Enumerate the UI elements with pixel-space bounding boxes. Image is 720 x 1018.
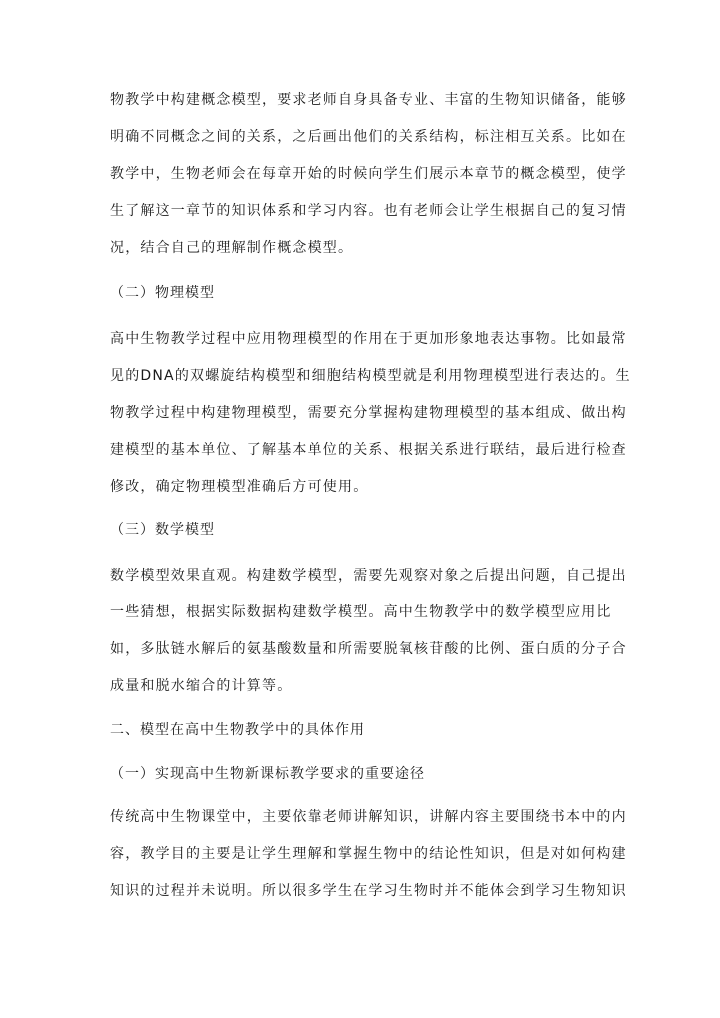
paragraph-3-line-1: 数学模型效果直观。构建数学模型，需要先观察对象之后提出问题，自己提出 bbox=[110, 568, 627, 584]
paragraph-1-line-2: 明确不同概念之间的关系，之后画出他们的关系结构，标注相互关系。比如在 bbox=[110, 129, 627, 145]
section-heading-math-model: （三）数学模型 bbox=[110, 522, 215, 538]
paragraph-3-line-2: 一些猜想，根据实际数据构建数学模型。高中生物教学中的数学模型应用比 bbox=[110, 604, 612, 620]
paragraph-2-line-3: 物教学过程中构建物理模型，需要充分掌握构建物理模型的基本组成、做出构 bbox=[110, 405, 627, 421]
paragraph-1-line-3: 教学中，生物老师会在每章开始的时候向学生们展示本章节的概念模型，使学 bbox=[110, 166, 627, 182]
paragraph-2-line-1: 高中生物教学过程中应用物理模型的作用在于更加形象地表达事物。比如最常 bbox=[110, 331, 627, 347]
paragraph-1-line-1: 物教学中构建概念模型，要求老师自身具备专业、丰富的生物知识储备，能够 bbox=[110, 92, 627, 108]
paragraph-2-line-2: 见的DNA的双螺旋结构模型和细胞结构模型就是利用物理模型进行表达的。生 bbox=[110, 368, 631, 384]
paragraph-1-line-4: 生了解这一章节的知识体系和学习内容。也有老师会让学生根据自己的复习情 bbox=[110, 203, 627, 219]
subsection-heading-curriculum: （一）实现高中生物新课标教学要求的重要途径 bbox=[110, 766, 425, 782]
paragraph-4-line-3: 知识的过程并未说明。所以很多学生在学习生物时并不能体会到学习生物知识 bbox=[110, 883, 627, 899]
paragraph-3-line-3: 如，多肽链水解后的氨基酸数量和所需要脱氧核苷酸的比例、蛋白质的分子合 bbox=[110, 641, 627, 657]
paragraph-4-line-2: 容，教学目的主要是让学生理解和掌握生物中的结论性知识，但是对如何构建 bbox=[110, 846, 627, 862]
paragraph-4-line-1: 传统高中生物课堂中，主要依靠老师讲解知识，讲解内容主要围绕书本中的内 bbox=[110, 809, 627, 825]
paragraph-2-line-5: 修改，确定物理模型准确后方可使用。 bbox=[110, 479, 369, 495]
paragraph-1-line-5: 况，结合自己的理解制作概念模型。 bbox=[110, 240, 354, 256]
paragraph-2-line-4: 建模型的基本单位、了解基本单位的关系、根据关系进行联结，最后进行检查 bbox=[110, 442, 627, 458]
paragraph-3-line-4: 成量和脱水缩合的计算等。 bbox=[110, 678, 293, 694]
section-heading-model-roles: 二、模型在高中生物教学中的具体作用 bbox=[110, 722, 365, 738]
section-heading-physical-model: （二）物理模型 bbox=[110, 285, 215, 301]
